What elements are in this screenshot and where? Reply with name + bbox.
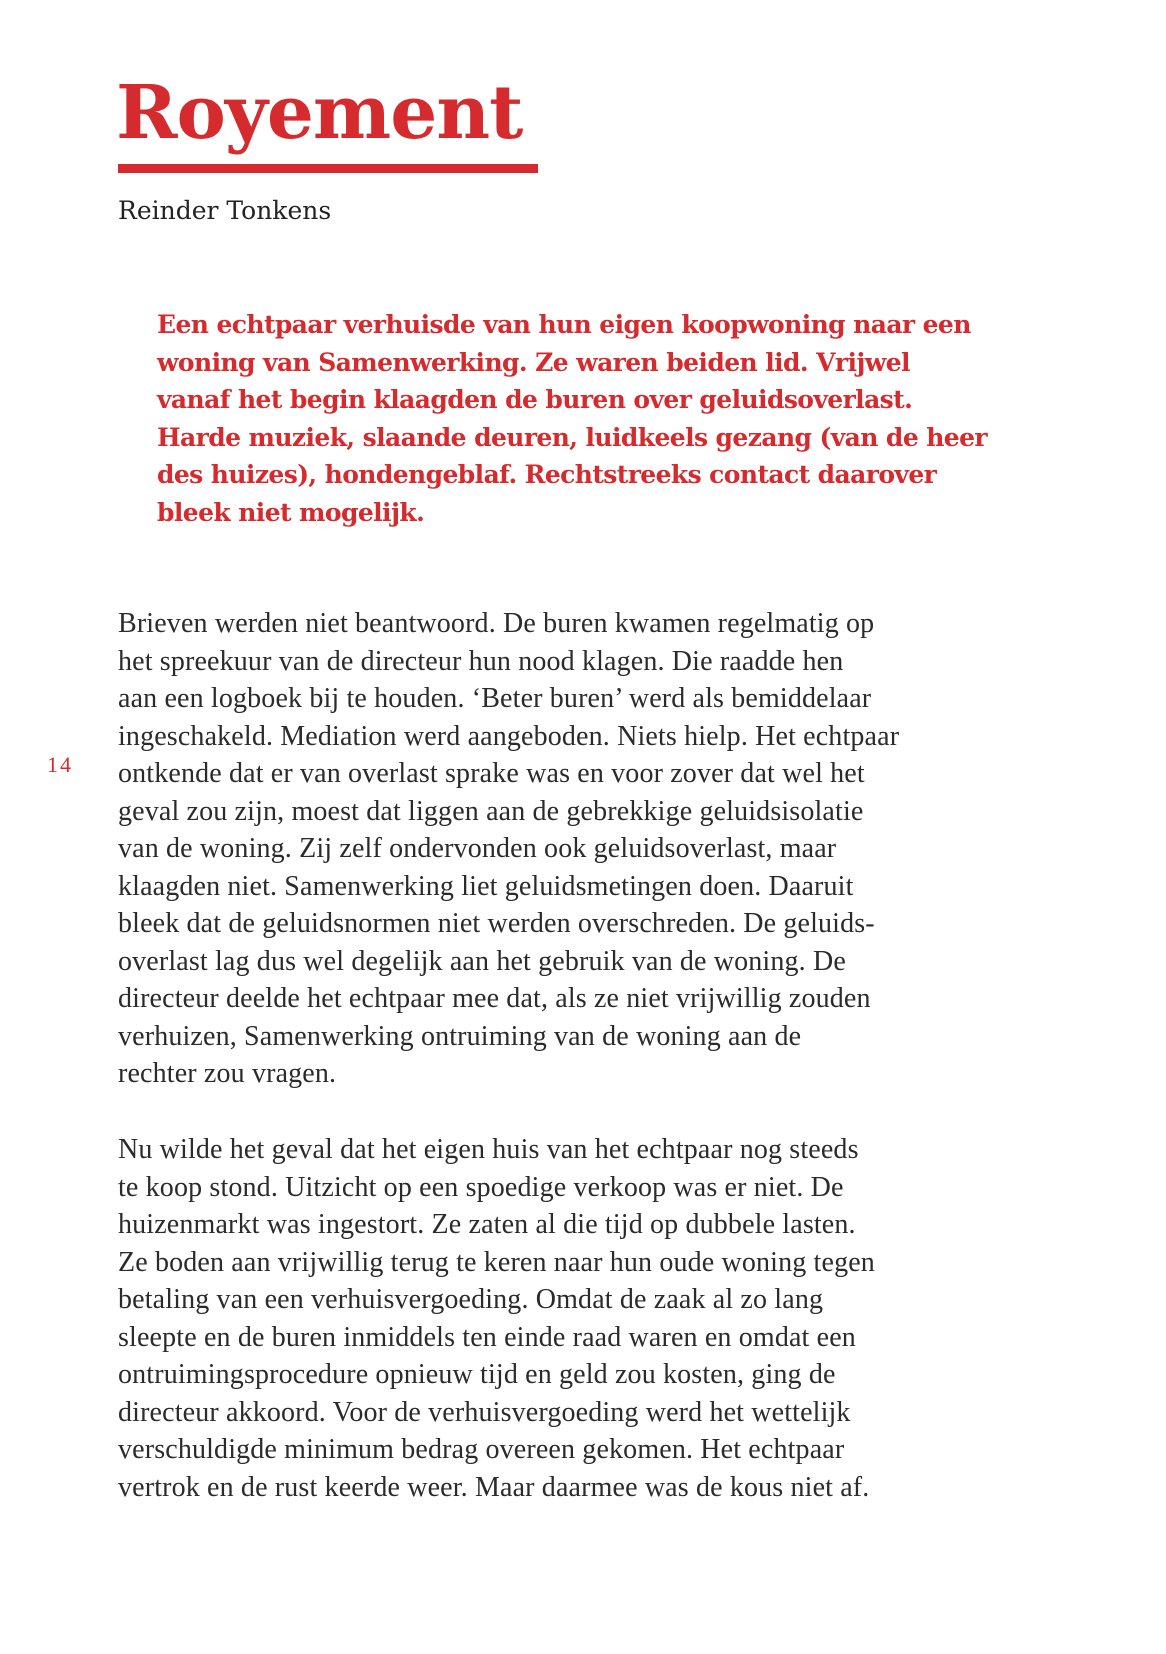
body-line: Nu wilde het geval dat het eigen huis van het echtpaar nog steeds bbox=[118, 1134, 859, 1165]
body-line: het spreekuur van de directeur hun nood klagen. Die raadde hen bbox=[118, 645, 844, 677]
body-line: betaling van een verhuisvergoeding. Omdat de zaak al zo lang bbox=[118, 1284, 824, 1315]
lead-line: bleek niet mogelijk. bbox=[157, 497, 425, 527]
body-line: aan een logboek bij te houden. ‘Beter buren’ werd als bemiddelaar bbox=[118, 683, 872, 714]
body-line: ingeschakeld. Mediation werd aangeboden. Niets hielp. Het echtpaar bbox=[118, 720, 900, 752]
body-line: Brieven werden niet beantwoord. De buren kwamen regelmatig op bbox=[118, 608, 875, 639]
body-line: van de woning. Zij zelf ondervonden ook geluidsoverlast, maar bbox=[118, 833, 837, 864]
body-line: ontkende dat er van overlast sprake was en voor zover dat wel het bbox=[118, 758, 865, 789]
body-line: directeur akkoord. Voor de verhuisvergoeding werd het wettelijk bbox=[118, 1396, 851, 1428]
lead-line: vanaf het begin klaagden de buren over geluidsoverlast. bbox=[157, 385, 913, 414]
body-line: verschuldigde minimum bedrag overeen gekomen. Het echtpaar bbox=[118, 1434, 845, 1465]
body-paragraph-2 bbox=[118, 1131, 998, 1506]
article-author: Reinder Tonkens bbox=[118, 196, 332, 225]
body-line: rechter zou vragen. bbox=[118, 1058, 337, 1089]
body-line: huizenmarkt was ingestort. Ze zaten al die tijd op dubbele lasten. bbox=[118, 1209, 856, 1240]
title-underline-rule bbox=[118, 164, 538, 173]
body-line: geval zou zijn, moest dat liggen aan de gebrekkige geluidsisolatie bbox=[118, 795, 864, 827]
body-line: overlast lag dus wel degelijk aan het gebruik van de woning. De bbox=[118, 945, 846, 977]
article-title: Royement bbox=[116, 70, 523, 156]
lead-line: des huizes), hondengeblaf. Rechtstreeks contact daarover bbox=[157, 460, 937, 489]
body-paragraph-1 bbox=[118, 605, 998, 1093]
body-line: sleepte en de buren inmiddels ten einde raad waren en omdat een bbox=[118, 1321, 856, 1353]
body-line: vertrok en de rust keerde weer. Maar daarmee was de kous niet af. bbox=[118, 1471, 870, 1503]
body-line: ontruimingsprocedure opnieuw tijd en geld zou kosten, ging de bbox=[118, 1359, 836, 1390]
body-line: te koop stond. Uitzicht op een spoedige verkoop was er niet. De bbox=[118, 1171, 844, 1203]
lead-line: Een echtpaar verhuisde van hun eigen koopwoning naar een bbox=[157, 310, 971, 339]
body-line: klaagden niet. Samenwerking liet geluidsmetingen doen. Daaruit bbox=[118, 870, 854, 902]
lead-paragraph bbox=[157, 306, 987, 531]
body-line: directeur deelde het echtpaar mee dat, als ze niet vrijwillig zouden bbox=[118, 983, 871, 1014]
body-line: bleek dat de geluidsnormen niet werden overschreden. De geluids- bbox=[118, 908, 875, 939]
lead-line: woning van Samenwerking. Ze waren beiden lid. Vrijwel bbox=[157, 347, 910, 377]
body-line: verhuizen, Samenwerking ontruiming van de woning aan de bbox=[118, 1020, 802, 1052]
page-number: 14 bbox=[47, 752, 73, 777]
body-line: Ze boden aan vrijwillig terug te keren naar hun oude woning tegen bbox=[118, 1246, 875, 1278]
lead-line: Harde muziek, slaande deuren, luidkeels gezang (van de heer bbox=[157, 422, 987, 452]
